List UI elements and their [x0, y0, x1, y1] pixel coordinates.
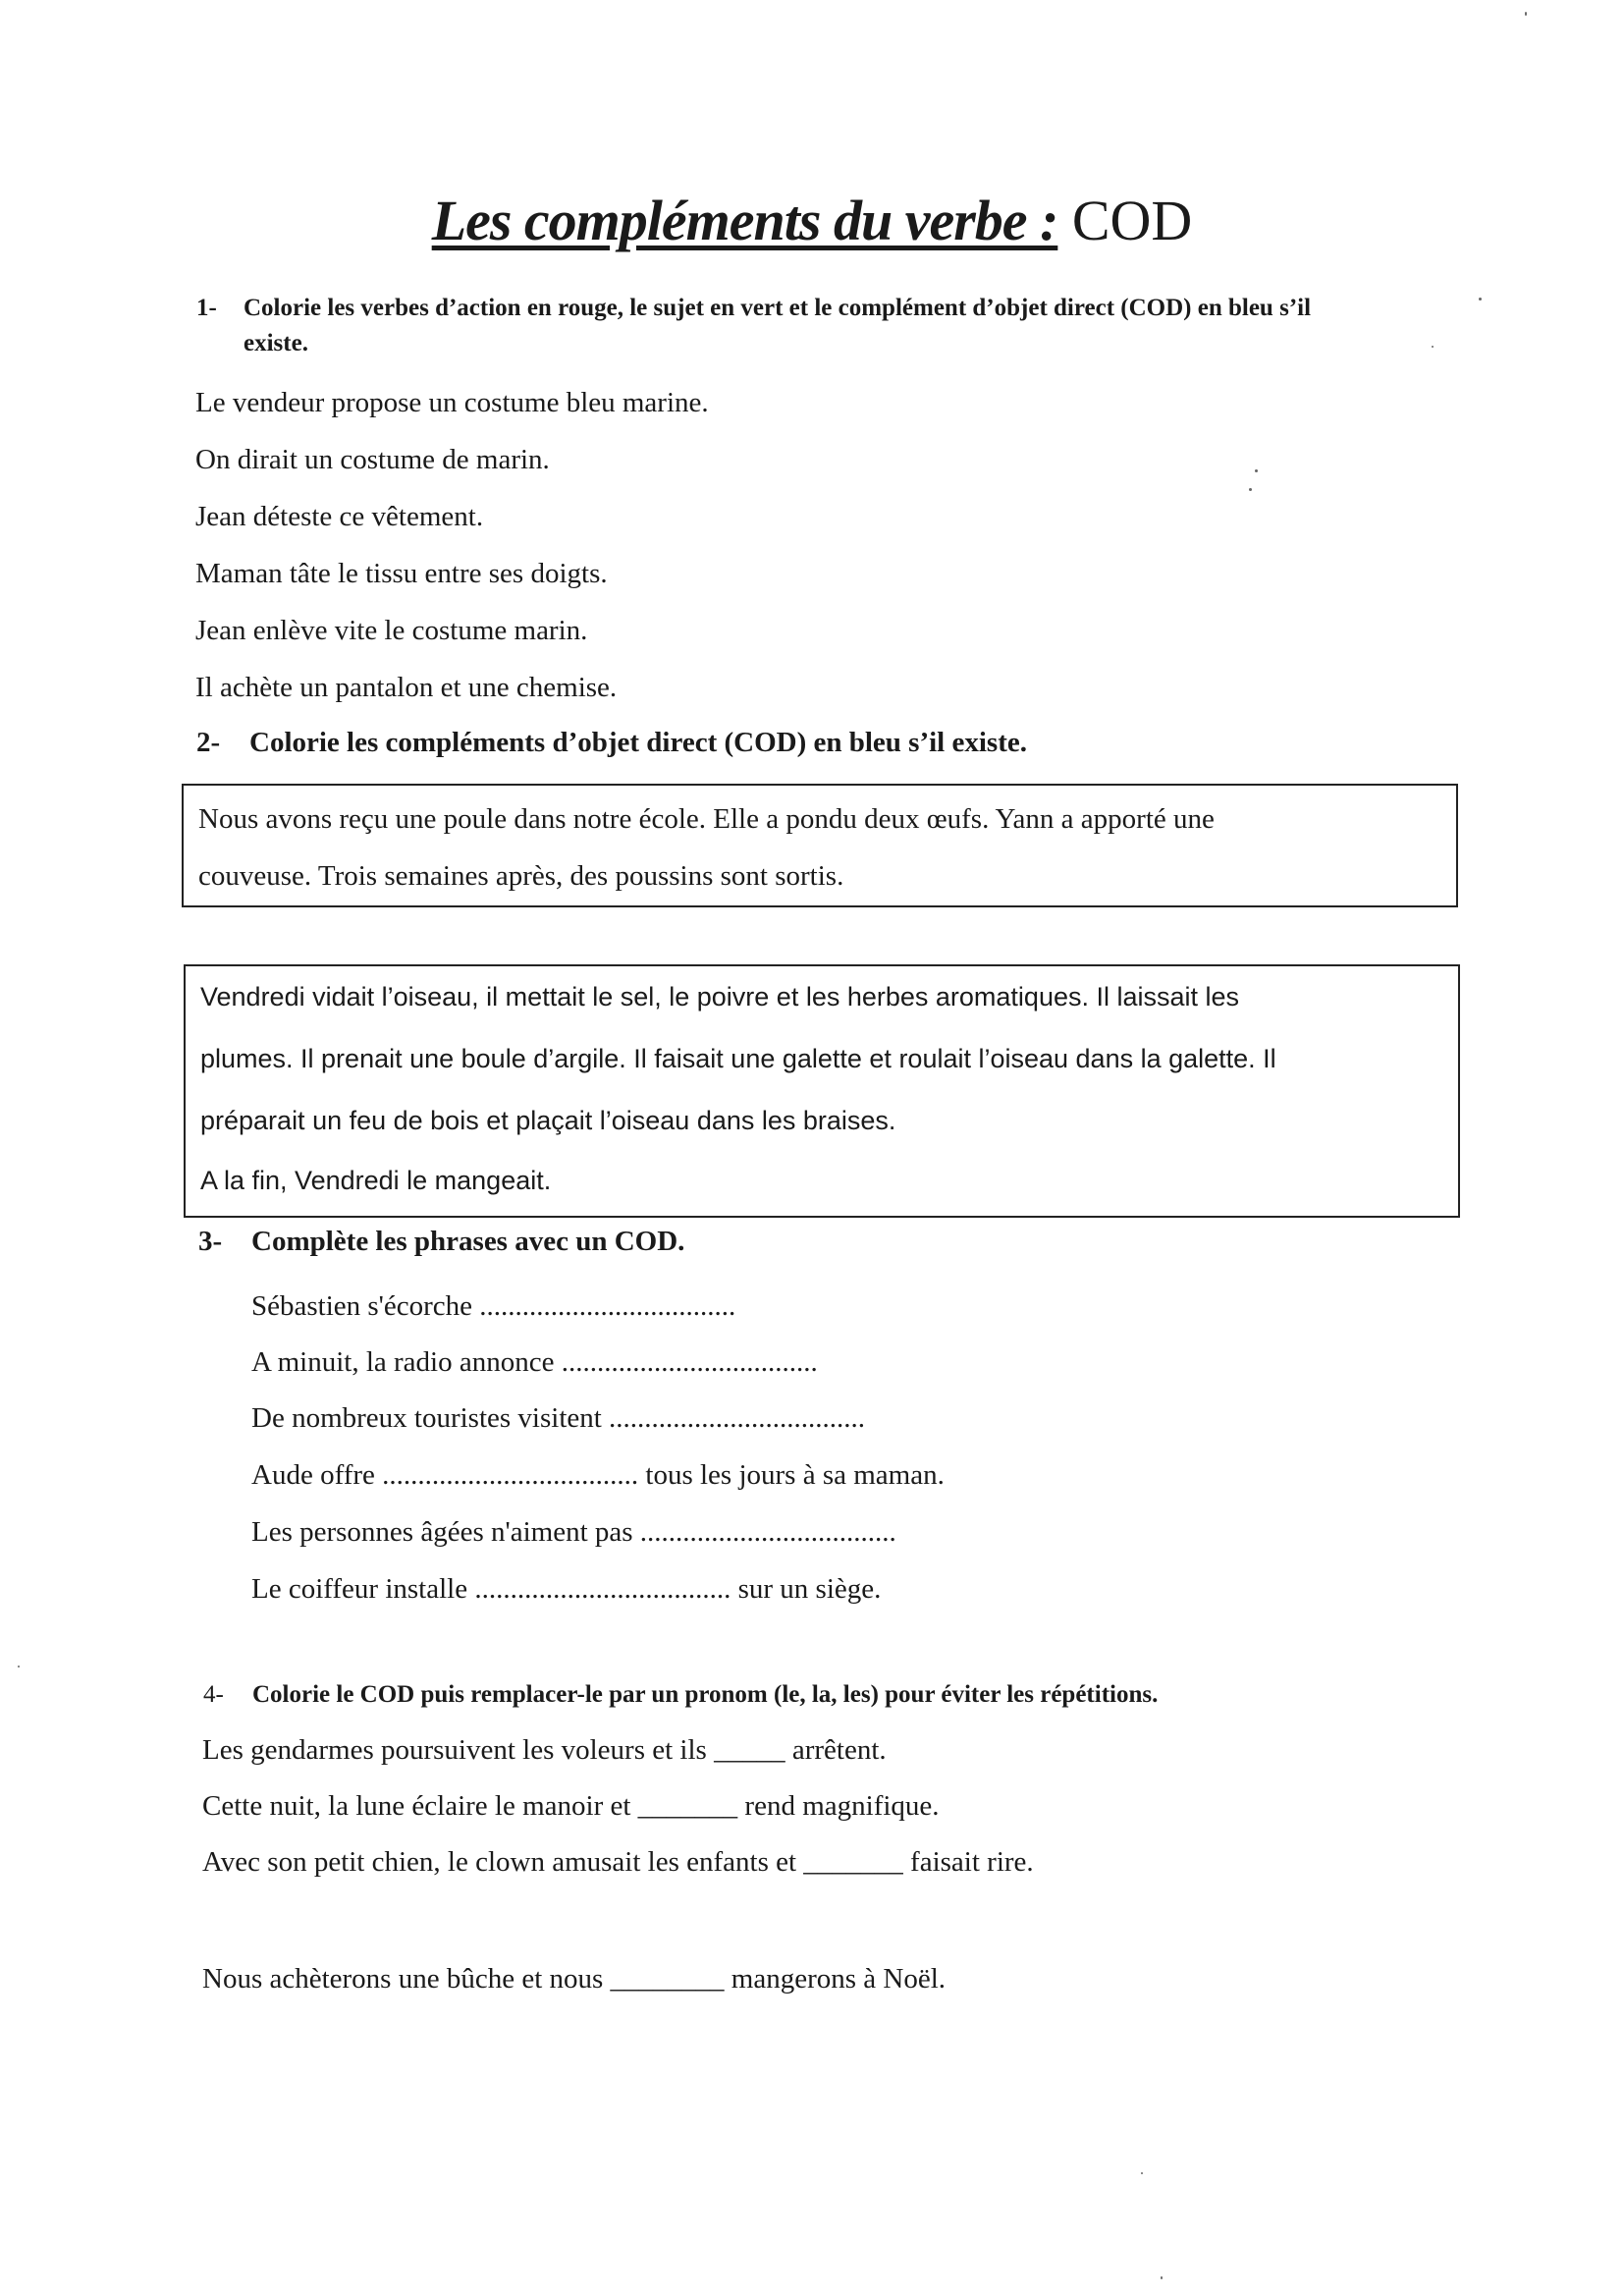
ex2-number: 2-	[196, 727, 221, 758]
ex2-box1-line: couveuse. Trois semaines après, des poussins sont sortis.	[198, 860, 844, 892]
ex3-sentence: Sébastien s'écorche ....................................	[251, 1290, 736, 1322]
ex4-sentence: Cette nuit, la lune éclaire le manoir et _______ rend magnifique.	[202, 1790, 940, 1822]
ex1-instruction-line1: Colorie les verbes d’action en rouge, le sujet en vert et le complément d’objet direct (COD) en bleu s’il	[244, 295, 1312, 321]
ex2-instruction-text: Colorie les compléments d’objet direct (COD) en bleu s’il existe.	[249, 727, 1027, 758]
ex1-sentence: Jean enlève vite le costume marin.	[195, 615, 588, 646]
ex1-sentence: On dirait un costume de marin.	[195, 444, 550, 475]
ex3-sentence: Aude offre .................................... tous les jours à sa maman.	[251, 1459, 945, 1491]
scan-speck	[1432, 346, 1434, 348]
ex3-sentence: Les personnes âgées n'aiment pas ....................................	[251, 1516, 896, 1548]
title-script-part: Les compléments du verbe :	[431, 189, 1058, 252]
ex2-box2-line: A la fin, Vendredi le mangeait.	[200, 1166, 552, 1195]
ex3-sentence: Le coiffeur installe .................................... sur un siège.	[251, 1573, 882, 1605]
ex1-sentence: Il achète un pantalon et une chemise.	[195, 672, 618, 703]
scan-speck	[1249, 488, 1252, 491]
ex2-box2-line: plumes. Il prenait une boule d’argile. Il faisait une galette et roulait l’oiseau dans la galette. Il	[200, 1044, 1276, 1073]
scan-speck	[1141, 2172, 1143, 2174]
ex3-sentence: A minuit, la radio annonce ....................................	[251, 1346, 818, 1378]
ex3-number: 3-	[198, 1226, 223, 1257]
ex1-instruction	[196, 291, 1311, 326]
ex1-sentence: Maman tâte le tissu entre ses doigts.	[195, 558, 608, 589]
page-title	[0, 187, 1624, 255]
scan-speck	[18, 1666, 20, 1667]
ex1-instruction-line2: existe.	[244, 330, 308, 356]
ex4-sentence: Les gendarmes poursuivent les voleurs et ils _____ arrêtent.	[202, 1734, 887, 1766]
ex2-box2-line: préparait un feu de bois et plaçait l’oiseau dans les braises.	[200, 1106, 896, 1135]
ex1-sentence: Jean déteste ce vêtement.	[195, 501, 484, 532]
ex2-instruction	[196, 725, 1027, 760]
ex4-sentence: Avec son petit chien, le clown amusait les enfants et _______ faisait rire.	[202, 1846, 1034, 1878]
scan-speck	[1525, 12, 1527, 16]
ex1-number: 1-	[196, 295, 217, 321]
ex3-sentence: De nombreux touristes visitent ....................................	[251, 1402, 866, 1434]
title-plain-part: COD	[1071, 189, 1193, 252]
ex3-instruction-text: Complète les phrases avec un COD.	[251, 1226, 685, 1257]
scan-speck	[1161, 2276, 1163, 2279]
ex3-instruction	[198, 1224, 684, 1259]
scan-speck	[1255, 469, 1258, 472]
ex2-text-box-1	[182, 784, 1458, 907]
ex2-box2-line: Vendredi vidait l’oiseau, il mettait le sel, le poivre et les herbes aromatiques. Il laissait les	[200, 982, 1240, 1011]
scan-speck	[1479, 298, 1482, 301]
ex4-sentence: Nous achèterons une bûche et nous ________ mangerons à Noël.	[202, 1963, 947, 1995]
ex2-text-box-2	[184, 964, 1460, 1218]
ex2-box1-line: Nous avons reçu une poule dans notre école. Elle a pondu deux œufs. Yann a apporté une	[198, 803, 1215, 835]
ex4-instruction	[203, 1677, 1158, 1713]
ex1-sentence: Le vendeur propose un costume bleu marine.	[195, 387, 709, 418]
ex4-number: 4-	[203, 1681, 224, 1708]
ex4-instruction-text: Colorie le COD puis remplacer-le par un pronom (le, la, les) pour éviter les répétitions.	[252, 1681, 1159, 1708]
